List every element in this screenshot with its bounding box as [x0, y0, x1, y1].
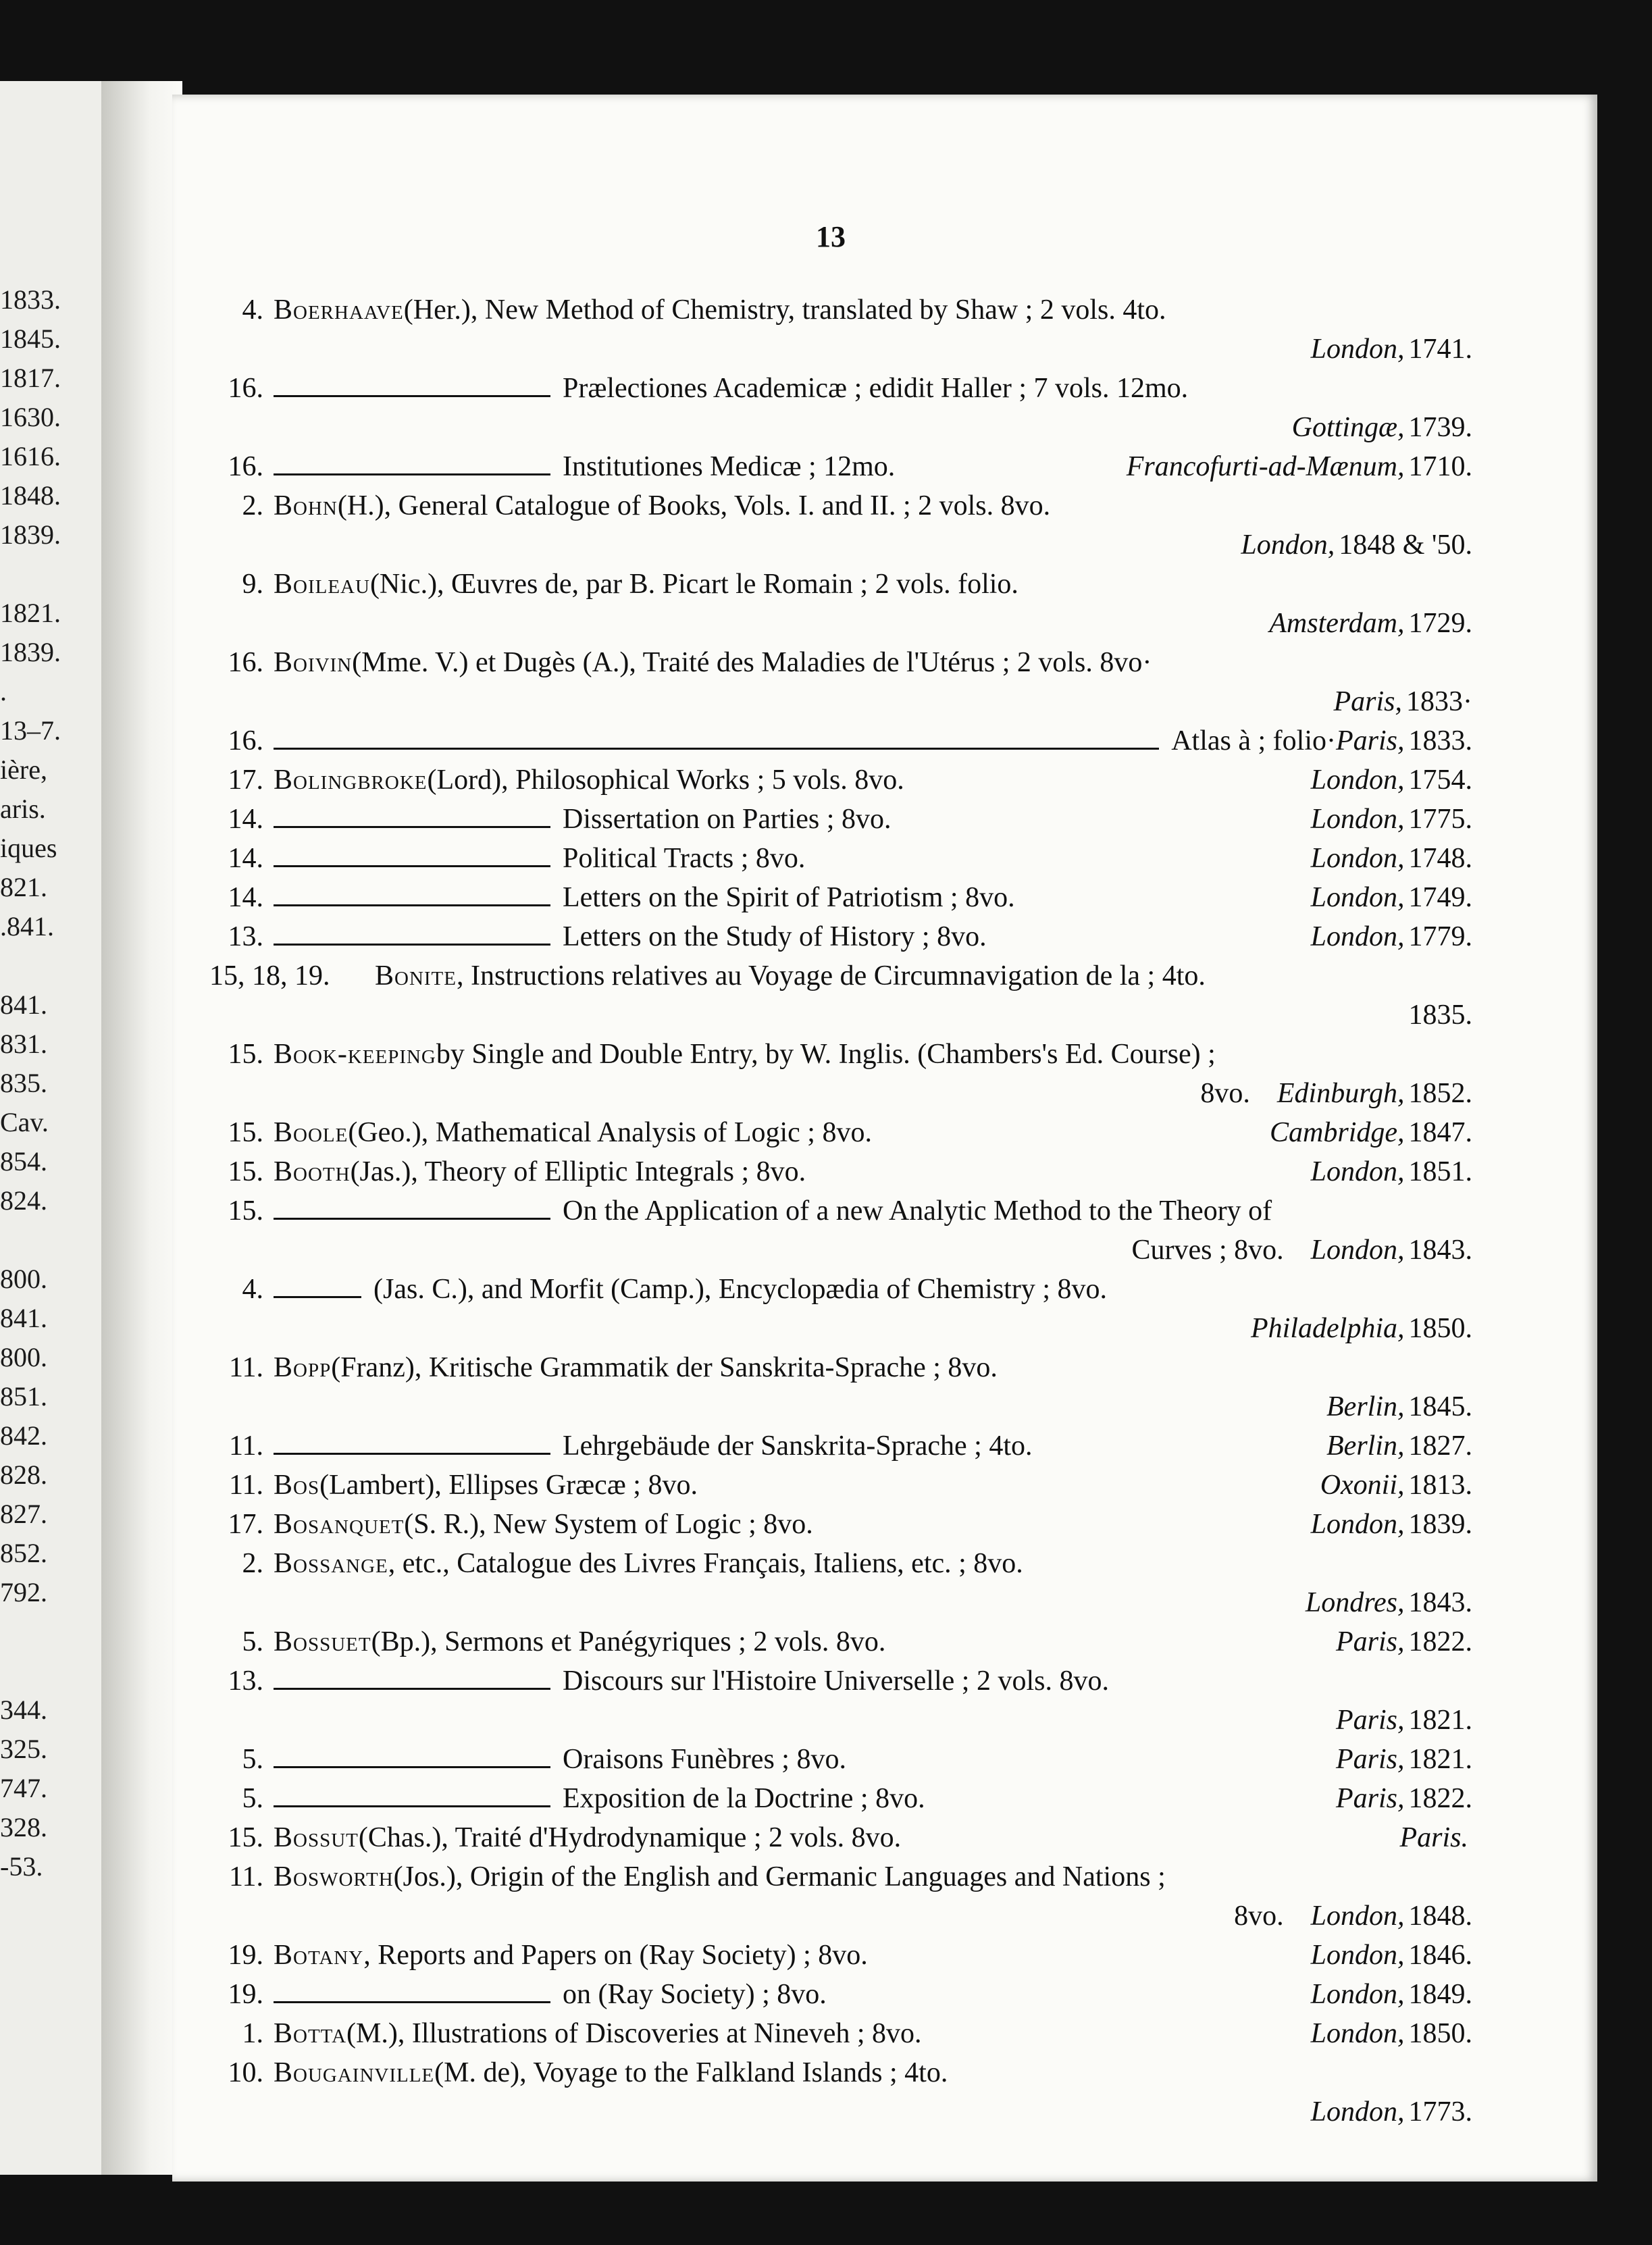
entry-year: 1833· — [1406, 686, 1472, 717]
entry-year: 1821. — [1408, 1705, 1472, 1736]
entry-number: 2. — [242, 1548, 263, 1579]
left-page-fragment: 1616. — [0, 441, 61, 471]
catalogue-entry-continuation — [189, 1231, 1472, 1270]
entry-body — [274, 1544, 1472, 1583]
entry-place: London, — [1310, 1940, 1405, 1971]
left-page-fragment: ière, — [0, 754, 47, 785]
entry-year: 1849. — [1408, 1979, 1472, 2010]
left-page-fragment: 1839. — [0, 519, 61, 550]
catalogue-entry — [189, 721, 1472, 760]
entry-year: 1773. — [1408, 2096, 1472, 2127]
entry-imprint — [1241, 525, 1472, 565]
left-page-fragment: 824. — [0, 1185, 47, 1216]
entry-number: 11. — [229, 1861, 263, 1892]
entry-body — [274, 1270, 1472, 1309]
left-page-fragment: . — [0, 676, 7, 706]
entry-place: Paris, — [1335, 1626, 1405, 1657]
entry-place: London, — [1310, 1979, 1405, 2010]
entry-year: 1845. — [1408, 1391, 1472, 1422]
entry-place: Amsterdam, — [1269, 608, 1405, 639]
left-page-fragment: 841. — [0, 989, 47, 1020]
entry-title: Exposition de la Doctrine ; 8vo. — [563, 1783, 925, 1814]
entry-body — [375, 956, 1472, 996]
entry-body — [274, 721, 1472, 760]
entry-body — [274, 1505, 1472, 1544]
entry-body — [274, 1191, 1472, 1231]
entry-imprint — [1405, 996, 1473, 1035]
entry-place: Paris, — [1333, 686, 1402, 717]
entry-title: Discours sur l'Histoire Universelle ; 2 vols. 8vo. — [563, 1666, 1109, 1697]
left-page-fragment: 328. — [0, 1812, 47, 1842]
catalogue-entry — [189, 1661, 1472, 1701]
entry-number: 2. — [242, 490, 263, 521]
entry-format: Curves ; 8vo. — [1131, 1235, 1284, 1266]
entry-title: Political Tracts ; 8vo. — [563, 843, 806, 874]
entry-number: 4. — [242, 294, 263, 326]
entry-author: Botta — [274, 2018, 347, 2049]
entry-year: 1822. — [1408, 1626, 1472, 1657]
entry-place: Paris, — [1335, 1744, 1405, 1775]
left-page-fragment: .841. — [0, 911, 54, 941]
entry-year: 1852. — [1408, 1078, 1472, 1109]
entry-body — [274, 917, 1472, 956]
ditto-dash — [274, 826, 550, 828]
entry-author: Boole — [274, 1117, 349, 1148]
entry-number: 11. — [229, 1352, 263, 1383]
entry-year: 1779. — [1408, 921, 1472, 952]
entry-year: 1822. — [1408, 1783, 1472, 1814]
entry-place: Oxonii, — [1320, 1470, 1405, 1501]
entry-number: 4. — [242, 1274, 263, 1305]
entry-author: Book-keeping — [274, 1039, 436, 1070]
page-number: 13 — [816, 220, 846, 253]
entry-author: Bolingbroke — [274, 765, 428, 796]
entry-title: (Bp.), Sermons et Panégyriques ; 2 vols. 8vo. — [371, 1626, 886, 1657]
catalogue-entry-continuation — [189, 604, 1472, 643]
entry-author: Bossuet — [274, 1626, 371, 1657]
entry-year: 1843. — [1408, 1235, 1472, 1266]
entry-number: 15. — [228, 1822, 263, 1853]
entry-body — [274, 2053, 1472, 2092]
entry-place: London, — [1310, 2096, 1405, 2127]
entry-year: 1843. — [1408, 1587, 1472, 1618]
left-page-fragment: 831. — [0, 1029, 47, 1059]
catalogue-entry — [189, 1779, 1472, 1818]
ditto-dash — [274, 1218, 550, 1220]
entry-author: Bossut — [274, 1822, 359, 1853]
left-page-fragment: 852. — [0, 1538, 47, 1568]
entry-body — [274, 800, 1472, 839]
catalogue-entry — [189, 1544, 1472, 1583]
ditto-dash — [274, 1766, 550, 1768]
left-page-fragment: aris. — [0, 794, 46, 824]
entry-place: London, — [1310, 1156, 1405, 1187]
entry-title: (M.), Illustrations of Discoveries at Nineveh ; 8vo. — [346, 2018, 922, 2049]
entry-year: 1850. — [1408, 1313, 1472, 1344]
entry-title: Institutiones Medicæ ; 12mo. — [563, 451, 896, 482]
left-page-fragment: 828. — [0, 1460, 47, 1490]
entry-year: 1846. — [1408, 1940, 1472, 1971]
book-spine — [101, 81, 182, 2175]
entry-body — [274, 1152, 1472, 1191]
entry-body — [274, 1622, 1472, 1661]
entry-body — [274, 1348, 1472, 1387]
ditto-dash — [274, 2001, 550, 2003]
catalogue-entry-continuation — [189, 408, 1472, 447]
entry-imprint — [1336, 1701, 1472, 1740]
entry-year: 1847. — [1408, 1117, 1472, 1148]
entry-year: 1821. — [1408, 1744, 1472, 1775]
entry-year: 1848 & '50. — [1339, 530, 1472, 561]
entry-author: Bossange — [274, 1548, 388, 1579]
left-page-fragment: iques — [0, 833, 57, 863]
entry-title: (Her.), New Method of Chemistry, translated by Shaw ; 2 vols. 4to. — [403, 294, 1166, 326]
entry-title: Letters on the Study of History ; 8vo. — [563, 921, 987, 952]
entry-body — [274, 486, 1472, 525]
entry-title: (Geo.), Mathematical Analysis of Logic ; 8vo. — [348, 1117, 872, 1148]
entry-title: (Lord), Philosophical Works ; 5 vols. 8vo. — [427, 765, 904, 796]
left-page-fragment: 1839. — [0, 637, 61, 667]
entry-place: London, — [1310, 334, 1405, 365]
entry-number: 15, 18, 19. — [209, 960, 330, 991]
entry-number: 10. — [228, 2057, 263, 2088]
catalogue-entry — [189, 1270, 1472, 1309]
entry-body — [274, 1113, 1472, 1152]
entry-number: 11. — [229, 1430, 263, 1462]
entry-author: Bosanquet — [274, 1509, 405, 1540]
entry-body — [274, 1857, 1472, 1896]
entry-year: 1775. — [1408, 804, 1472, 835]
entry-body — [274, 643, 1472, 682]
catalogue-entry — [189, 917, 1472, 956]
catalogue-entry — [189, 447, 1472, 486]
entry-imprint — [1200, 1074, 1472, 1113]
entry-title: Letters on the Spirit of Patriotism ; 8vo. — [563, 882, 1015, 913]
entry-title: by Single and Double Entry, by W. Inglis. (Chambers's Ed. Course) ; — [436, 1039, 1216, 1070]
entry-title: , etc., Catalogue des Livres Français, Italiens, etc. ; 8vo. — [388, 1548, 1023, 1579]
entry-number: 9. — [242, 569, 263, 600]
entry-place: Paris. — [1399, 1822, 1468, 1853]
entry-author: Boerhaave — [274, 294, 404, 326]
ditto-dash — [274, 1296, 361, 1298]
catalogue-entry-continuation — [189, 330, 1472, 369]
entry-body — [274, 1818, 1472, 1857]
entry-body — [274, 1740, 1472, 1779]
entry-year: 1741. — [1408, 334, 1472, 365]
catalogue-entry — [189, 1818, 1472, 1857]
left-page-fragment: 842. — [0, 1420, 47, 1451]
entry-place: London, — [1310, 2018, 1405, 2049]
entry-place: London, — [1310, 843, 1405, 874]
entry-place: London, — [1241, 530, 1335, 561]
entry-number: 14. — [228, 843, 263, 874]
entry-title: Dissertation on Parties ; 8vo. — [563, 804, 892, 835]
entry-title: (Nic.), Œuvres de, par B. Picart le Romain ; 2 vols. folio. — [369, 569, 1018, 600]
entry-author: Booth — [274, 1156, 351, 1187]
entry-body — [274, 447, 1472, 486]
left-page-fragment: 13–7. — [0, 715, 61, 746]
left-page-fragment: 821. — [0, 872, 47, 902]
catalogue-entry-continuation — [189, 1701, 1472, 1740]
left-page-fragment: 1848. — [0, 480, 61, 511]
entry-body — [274, 290, 1472, 330]
catalogue-entry — [189, 486, 1472, 525]
entry-title: (Chas.), Traité d'Hydrodynamique ; 2 vols. 8vo. — [358, 1822, 902, 1853]
catalogue-entry-continuation — [189, 996, 1472, 1035]
entry-year: 1754. — [1408, 765, 1472, 796]
left-page-fragment: 1833. — [0, 284, 61, 315]
entry-imprint — [1326, 1387, 1472, 1426]
left-page-fragment: Cav. — [0, 1107, 49, 1137]
catalogue-entry-continuation — [189, 682, 1472, 721]
entry-imprint — [1292, 408, 1472, 447]
catalogue-entry — [189, 369, 1472, 408]
entry-imprint — [1269, 604, 1472, 643]
left-page-fragment: 1821. — [0, 598, 61, 628]
entry-year: 1729. — [1408, 608, 1472, 639]
entry-title: (H.), General Catalogue of Books, Vols. I. and II. ; 2 vols. 8vo. — [337, 490, 1051, 521]
entry-place: Paris, — [1335, 1705, 1405, 1736]
entry-title: (Jos.), Origin of the English and Germanic Languages and Nations ; — [393, 1861, 1166, 1892]
catalogue-entry — [189, 2014, 1472, 2053]
entry-title: Prælectiones Academicæ ; edidit Haller ; 7 vols. 12mo. — [563, 373, 1189, 404]
catalogue-entry-continuation — [189, 1387, 1472, 1426]
catalogue-entry — [189, 1152, 1472, 1191]
entry-body — [274, 1035, 1472, 1074]
entry-place: Berlin, — [1326, 1391, 1405, 1422]
catalogue-entry — [189, 1975, 1472, 2014]
entry-title: on (Ray Society) ; 8vo. — [563, 1979, 827, 2010]
entry-imprint — [1333, 682, 1472, 721]
catalogue-entry — [189, 1426, 1472, 1466]
left-page-fragment: 747. — [0, 1773, 47, 1803]
entry-author: Bos — [274, 1470, 320, 1501]
catalogue-entry — [189, 1622, 1472, 1661]
entry-author: Botany — [274, 1940, 364, 1971]
entry-title: On the Application of a new Analytic Method to the Theory of — [563, 1195, 1272, 1227]
left-page-fragment: -53. — [0, 1851, 43, 1882]
entry-number: 5. — [242, 1626, 263, 1657]
catalogue-entry-continuation — [189, 1074, 1472, 1113]
ditto-dash — [274, 395, 550, 397]
catalogue-entry-continuation — [189, 2092, 1472, 2132]
entry-place: Berlin, — [1326, 1430, 1405, 1462]
catalogue-entry — [189, 1466, 1472, 1505]
entry-number: 13. — [228, 1666, 263, 1697]
entry-place: London, — [1310, 921, 1405, 952]
catalogue-entry — [189, 839, 1472, 878]
entry-author: Bopp — [274, 1352, 332, 1383]
entry-year: 1813. — [1408, 1470, 1472, 1501]
entry-number: 15. — [228, 1039, 263, 1070]
entry-body — [274, 878, 1472, 917]
entry-title: (M. de), Voyage to the Falkland Islands ; 4to. — [434, 2057, 948, 2088]
ditto-dash — [274, 865, 550, 867]
entry-title: (S. R.), New System of Logic ; 8vo. — [404, 1509, 813, 1540]
entry-number: 16. — [228, 373, 263, 404]
entry-place: London, — [1310, 882, 1405, 913]
catalogue-entry-continuation — [189, 1896, 1472, 1936]
entry-body — [274, 369, 1472, 408]
entry-place: Francofurti-ad-Mænum, — [1126, 451, 1405, 482]
entry-body — [274, 1426, 1472, 1466]
catalogue-entry — [189, 1857, 1472, 1896]
entry-title: , Instructions relatives au Voyage de Circumnavigation de la ; 4to. — [457, 960, 1206, 991]
entry-body — [274, 1936, 1472, 1975]
entry-body — [274, 2014, 1472, 2053]
entry-place: Paris, — [1335, 1783, 1405, 1814]
ditto-dash — [274, 748, 1159, 750]
entry-format: 8vo. — [1200, 1078, 1250, 1109]
entry-body — [274, 839, 1472, 878]
entry-place: London, — [1310, 765, 1405, 796]
entry-number: 13. — [228, 921, 263, 952]
entry-body — [274, 565, 1472, 604]
entry-year: 1839. — [1408, 1509, 1472, 1540]
entry-year: 1710. — [1408, 451, 1472, 482]
entry-author: Bosworth — [274, 1861, 394, 1892]
entry-number: 14. — [228, 882, 263, 913]
entry-number: 19. — [228, 1979, 263, 2010]
entry-imprint — [1311, 2092, 1472, 2132]
catalogue-entry — [189, 800, 1472, 839]
entry-place: London, — [1310, 804, 1405, 835]
left-page-fragment: 854. — [0, 1146, 47, 1177]
entry-body — [274, 1779, 1472, 1818]
entry-title: Lehrgebäude der Sanskrita-Sprache ; 4to. — [563, 1430, 1033, 1462]
entry-place: Londres, — [1305, 1587, 1405, 1618]
entry-number: 19. — [228, 1940, 263, 1971]
entry-year: 1739. — [1408, 412, 1472, 443]
ditto-dash — [274, 944, 550, 946]
entry-number: 15. — [228, 1117, 263, 1148]
entry-imprint — [1131, 1231, 1472, 1270]
entry-number: 17. — [228, 765, 263, 796]
ditto-dash — [274, 1805, 550, 1807]
entry-year: 1833. — [1408, 725, 1472, 756]
catalogue-entry — [189, 1936, 1472, 1975]
left-page-fragment: 800. — [0, 1342, 47, 1372]
entry-year: 1848. — [1408, 1901, 1472, 1932]
left-page-fragment: 800. — [0, 1264, 47, 1294]
catalogue-entry — [189, 1348, 1472, 1387]
entry-number: 17. — [228, 1509, 263, 1540]
catalogue-entry — [189, 956, 1472, 996]
left-page-fragment: 344. — [0, 1695, 47, 1725]
catalogue-entry-continuation — [189, 1583, 1472, 1622]
entry-number: 14. — [228, 804, 263, 835]
left-page-fragment: 1817. — [0, 363, 61, 393]
entry-number: 15. — [228, 1156, 263, 1187]
entry-format: 8vo. — [1234, 1901, 1284, 1932]
left-page-fragment: 325. — [0, 1734, 47, 1764]
left-page-fragment: 851. — [0, 1381, 47, 1412]
entry-number: 5. — [242, 1783, 263, 1814]
entry-title: (Lambert), Ellipses Græcæ ; 8vo. — [319, 1470, 698, 1501]
entry-number: 15. — [228, 1195, 263, 1227]
entry-body — [274, 1975, 1472, 2014]
entry-title: (Franz), Kritische Grammatik der Sanskrita-Sprache ; 8vo. — [331, 1352, 998, 1383]
entry-body — [274, 1466, 1472, 1505]
left-page-fragment: 827. — [0, 1499, 47, 1529]
entry-author: Bougainville — [274, 2057, 435, 2088]
entry-place: London, — [1310, 1235, 1405, 1266]
entry-year: 1835. — [1408, 1000, 1472, 1031]
catalogue-entry — [189, 2053, 1472, 2092]
ditto-dash — [274, 904, 550, 906]
catalogue-entry — [189, 290, 1472, 330]
left-page-fragment: 1845. — [0, 324, 61, 354]
entry-imprint — [1306, 1583, 1472, 1622]
catalogue-entry — [189, 878, 1472, 917]
entry-place: London, — [1310, 1901, 1405, 1932]
entry-imprint — [1311, 330, 1472, 369]
ditto-dash — [274, 473, 550, 475]
catalogue-entry — [189, 1035, 1472, 1074]
entry-title: (Jas.), Theory of Elliptic Integrals ; 8vo. — [350, 1156, 806, 1187]
catalogue-entry — [189, 1740, 1472, 1779]
entry-number: 16. — [228, 647, 263, 678]
entry-author: Bonite — [375, 960, 457, 991]
entry-place: Paris, — [1335, 725, 1405, 756]
catalogue-entry-continuation — [189, 525, 1472, 565]
entry-number: 16. — [228, 725, 263, 756]
catalogue-entry — [189, 1191, 1472, 1231]
entry-number: 5. — [242, 1744, 263, 1775]
entry-year: 1851. — [1408, 1156, 1472, 1187]
entry-number: 16. — [228, 451, 263, 482]
entry-body — [274, 1661, 1472, 1701]
ditto-dash — [274, 1688, 550, 1690]
entry-place: Edinburgh, — [1276, 1078, 1405, 1109]
entry-number: 11. — [229, 1470, 263, 1501]
left-page-fragment: 835. — [0, 1068, 47, 1098]
left-page-fragment: 1630. — [0, 402, 61, 432]
entry-year: 1749. — [1408, 882, 1472, 913]
catalogue-entry — [189, 1505, 1472, 1544]
entry-author: Boivin — [274, 647, 353, 678]
entry-year: 1827. — [1408, 1430, 1472, 1462]
entry-body — [274, 760, 1472, 800]
entry-place: Cambridge, — [1270, 1117, 1405, 1148]
entry-year: 1850. — [1408, 2018, 1472, 2049]
entry-imprint — [1251, 1309, 1472, 1348]
entry-imprint — [1234, 1896, 1472, 1936]
entry-place: Gottingæ, — [1291, 412, 1405, 443]
left-page-fragment: 792. — [0, 1577, 47, 1607]
entry-author: Bohn — [274, 490, 338, 521]
entry-number: 1. — [242, 2018, 263, 2049]
left-page-fragment: 841. — [0, 1303, 47, 1333]
entry-title: (Mme. V.) et Dugès (A.), Traité des Maladies de l'Utérus ; 2 vols. 8vo· — [352, 647, 1152, 678]
catalogue-entry — [189, 760, 1472, 800]
entry-title: Atlas à ; folio· — [1171, 725, 1336, 756]
catalogue-entry — [189, 643, 1472, 682]
ditto-dash — [274, 1453, 550, 1455]
entry-place: London, — [1310, 1509, 1405, 1540]
entry-title: , Reports and Papers on (Ray Society) ; 8vo. — [363, 1940, 868, 1971]
entry-author: Boileau — [274, 569, 370, 600]
entry-title: (Jas. C.), and Morfit (Camp.), Encyclopædia of Chemistry ; 8vo. — [373, 1274, 1107, 1305]
entry-year: 1748. — [1408, 843, 1472, 874]
catalogue-entry — [189, 1113, 1472, 1152]
entry-title: Oraisons Funèbres ; 8vo. — [563, 1744, 846, 1775]
catalogue-entry-continuation — [189, 1309, 1472, 1348]
catalogue-entry — [189, 565, 1472, 604]
entry-place: Philadelphia, — [1251, 1313, 1405, 1344]
